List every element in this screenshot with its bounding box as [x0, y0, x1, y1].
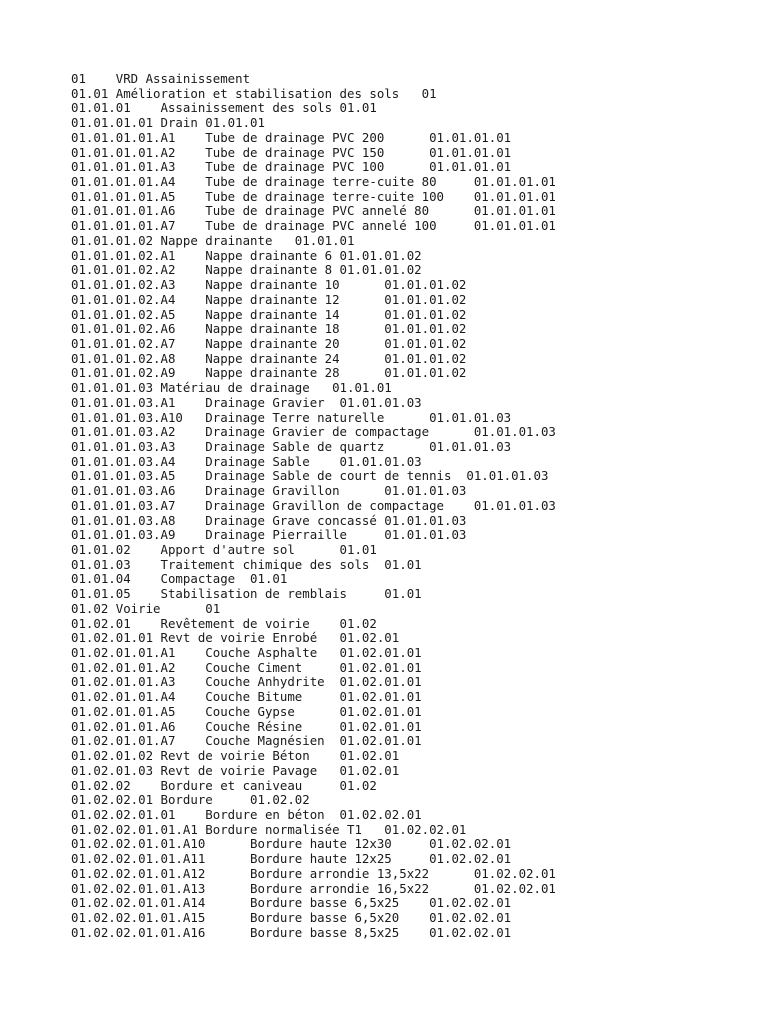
text-line: 01.02.02.01.01.A11 Bordure haute 12x25 01.02.02.01	[71, 851, 512, 867]
text-line: 01.02.02.01.01.A14 Bordure basse 6,5x25 01.02.02.01	[71, 895, 512, 911]
text-line: 01.01.01.02 Nappe drainante 01.01.01	[71, 232, 355, 248]
text-line: 01.01.03 Traitement chimique des sols 01.01	[71, 556, 422, 572]
text-line: 01.01.01.02.A5 Nappe drainante 14 01.01.01.02	[71, 306, 467, 322]
text-line: 01 VRD Assainissement	[71, 71, 251, 86]
text-line: 01.01.01.03 Matériau de drainage 01.01.01	[71, 380, 392, 396]
text-line: 01.02.02.01.01.A10 Bordure haute 12x30 01.02.02.01	[71, 836, 512, 852]
text-line: 01.02.01.01.A4 Couche Bitume 01.02.01.01	[71, 689, 422, 705]
text-line: 01.01.01.03.A8 Drainage Grave concassé 01.01.01.03	[71, 512, 467, 528]
text-line: 01.01.01 Assainissement des sols 01.01	[71, 100, 377, 116]
text-line: 01.02.02.01.01.A15 Bordure basse 6,5x20 01.02.02.01	[71, 909, 512, 925]
text-line: 01.01.01.03.A2 Drainage Gravier de compactage 01.01.01.03	[71, 424, 556, 440]
text-line: 01.01.01.03.A1 Drainage Gravier 01.01.01.03	[71, 394, 422, 410]
text-line: 01.01.01.02.A9 Nappe drainante 28 01.01.01.02	[71, 365, 467, 381]
text-line: 01.02.01.01.A3 Couche Anhydrite 01.02.01.01	[71, 674, 422, 690]
text-line: 01.01.01.02.A8 Nappe drainante 24 01.01.01.02	[71, 350, 467, 366]
text-line: 01.01.01.02.A3 Nappe drainante 10 01.01.01.02	[71, 277, 467, 293]
text-line: 01.02.01.03 Revt de voirie Pavage 01.02.01	[71, 762, 400, 778]
text-line: 01.01.01.01.A6 Tube de drainage PVC annelé 80 01.01.01.01	[71, 203, 556, 219]
text-line: 01.01.01.01.A5 Tube de drainage terre-cuite 100 01.01.01.01	[71, 188, 556, 204]
text-line: 01.01.01.03.A7 Drainage Gravillon de compactage 01.01.01.03	[71, 497, 556, 513]
text-line: 01.01.01.01.A1 Tube de drainage PVC 200 01.01.01.01	[71, 129, 512, 145]
text-line: 01.01.01.03.A9 Drainage Pierraille 01.01.01.03	[71, 527, 467, 543]
text-line: 01.01.01.01.A3 Tube de drainage PVC 100 01.01.01.01	[71, 159, 512, 175]
text-line: 01.02.02.01.01.A13 Bordure arrondie 16,5x22 01.02.02.01	[71, 880, 556, 896]
text-line: 01.01.01.01 Drain 01.01.01	[71, 115, 265, 131]
text-line: 01.02.02 Bordure et caniveau 01.02	[71, 777, 377, 793]
text-line: 01.01.01.03.A3 Drainage Sable de quartz 01.01.01.03	[71, 438, 512, 454]
text-line: 01.01.01.01.A4 Tube de drainage terre-cuite 80 01.01.01.01	[71, 174, 556, 190]
text-line: 01.02.02.01.01.A12 Bordure arrondie 13,5x22 01.02.02.01	[71, 865, 556, 881]
text-line: 01.01.01.02.A7 Nappe drainante 20 01.01.01.02	[71, 335, 467, 351]
text-line: 01.01.01.03.A10 Drainage Terre naturelle 01.01.01.03	[71, 409, 512, 425]
text-line: 01.02.01.01.A6 Couche Résine 01.02.01.01	[71, 718, 422, 734]
text-line: 01.02.01.02 Revt de voirie Béton 01.02.01	[71, 748, 400, 764]
document-text	[71, 72, 556, 940]
text-line: 01.02.02.01 Bordure 01.02.02	[71, 792, 310, 808]
text-line: 01.02.01.01.A2 Couche Ciment 01.02.01.01	[71, 659, 422, 675]
text-line: 01.02.02.01.01.A1 Bordure normalisée T1 01.02.02.01	[71, 821, 467, 837]
text-line: 01.01.01.02.A4 Nappe drainante 12 01.01.01.02	[71, 291, 467, 307]
text-line: 01.01.02 Apport d'autre sol 01.01	[71, 542, 377, 557]
text-line: 01.01.01.02.A6 Nappe drainante 18 01.01.01.02	[71, 321, 467, 337]
text-line: 01.01 Amélioration et stabilisation des sols 01	[71, 85, 437, 101]
text-line: 01.02.01 Revêtement de voirie 01.02	[71, 615, 377, 631]
text-line: 01.02.01.01.A5 Couche Gypse 01.02.01.01	[71, 703, 422, 719]
text-line: 01.01.01.01.A2 Tube de drainage PVC 150 01.01.01.01	[71, 144, 512, 160]
text-line: 01.02.02.01.01.A16 Bordure basse 8,5x25 01.02.02.01	[71, 924, 512, 940]
text-line: 01.02.01.01.A1 Couche Asphalte 01.02.01.01	[71, 645, 422, 661]
text-line: 01.01.01.03.A5 Drainage Sable de court de tennis 01.01.01.03	[71, 468, 549, 484]
text-line: 01.02 Voirie 01	[71, 600, 221, 616]
text-line: 01.01.05 Stabilisation de remblais 01.01	[71, 586, 422, 602]
text-line: 01.01.01.02.A2 Nappe drainante 8 01.01.01.02	[71, 262, 422, 278]
text-line: 01.01.01.03.A4 Drainage Sable 01.01.01.03	[71, 453, 422, 469]
text-line: 01.02.01.01 Revt de voirie Enrobé 01.02.01	[71, 630, 400, 646]
text-line: 01.01.01.01.A7 Tube de drainage PVC annelé 100 01.01.01.01	[71, 218, 556, 234]
text-line: 01.01.01.02.A1 Nappe drainante 6 01.01.01.02	[71, 247, 422, 263]
text-line: 01.01.04 Compactage 01.01	[71, 571, 288, 587]
text-line: 01.02.01.01.A7 Couche Magnésien 01.02.01.01	[71, 733, 422, 749]
text-line: 01.01.01.03.A6 Drainage Gravillon 01.01.01.03	[71, 483, 467, 499]
text-line: 01.02.02.01.01 Bordure en béton 01.02.02.01	[71, 806, 422, 822]
